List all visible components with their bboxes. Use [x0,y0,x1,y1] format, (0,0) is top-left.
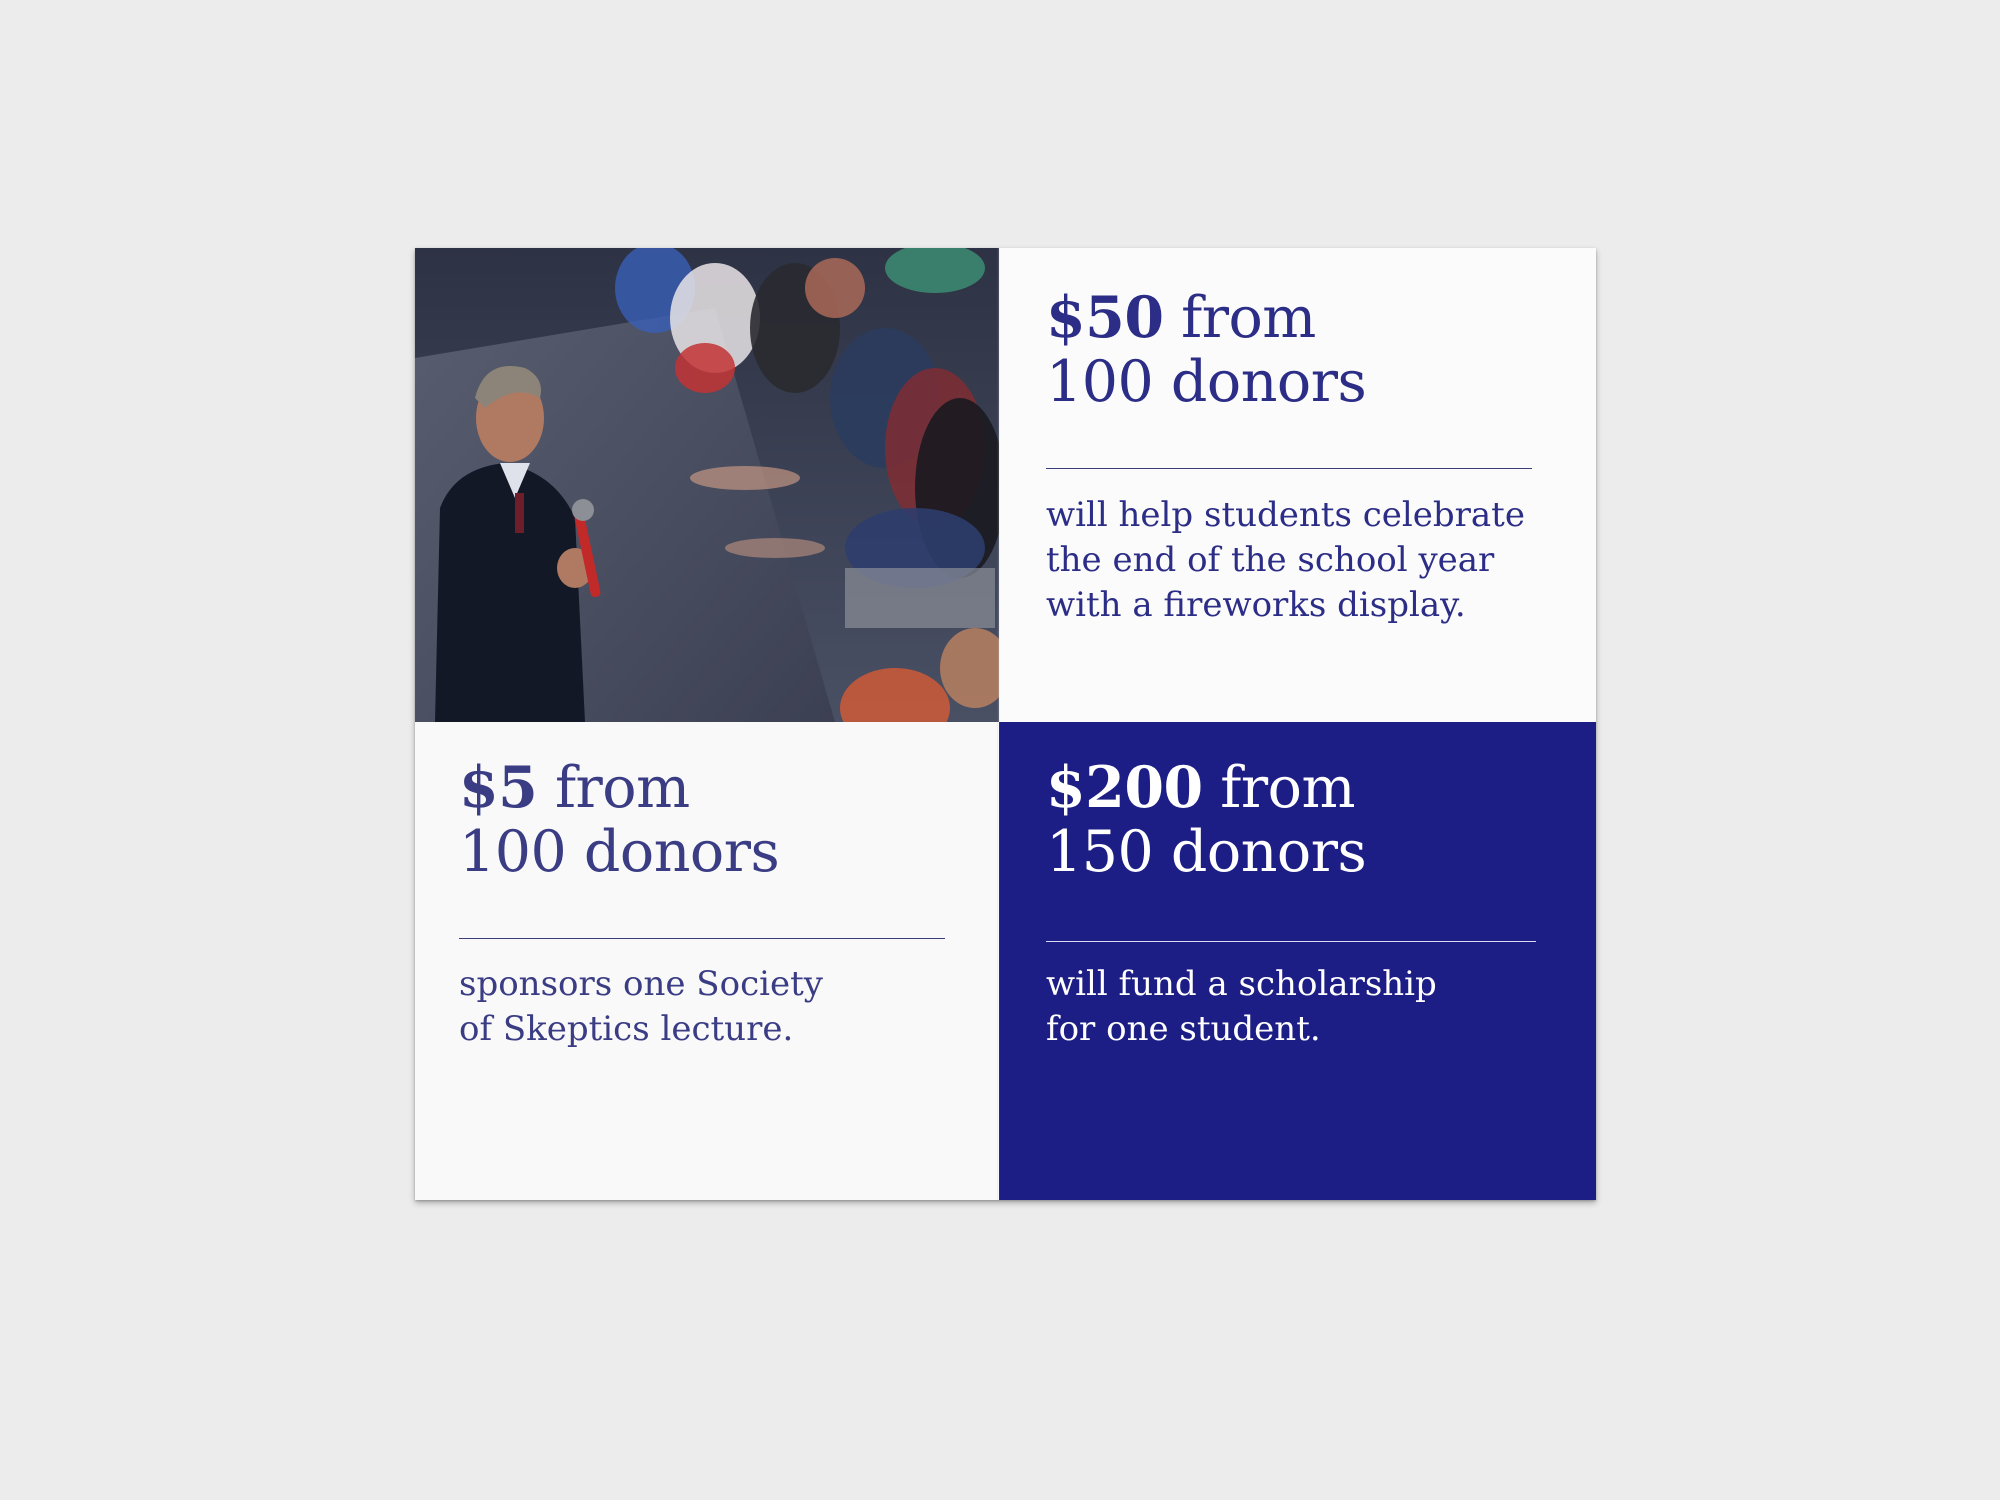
description-5-line: sponsors one Society [459,964,823,1004]
donation-panel-5 [415,722,999,1200]
description-50-line: the end of the school year [1046,540,1495,580]
description-50-line: will help students celebrate [1046,495,1525,535]
description-50-line: with a fireworks display. [1046,585,1466,625]
from-5: from [554,755,690,821]
from-200: from [1220,755,1355,821]
description-200-line: will fund a scholarship [1046,964,1437,1004]
headline-50 [1046,286,1366,414]
amount-50: $50 [1046,284,1164,351]
divider-5 [459,938,945,939]
amount-5: $5 [459,754,538,821]
donors-50: 100 donors [1046,349,1367,415]
description-50 [1046,493,1525,628]
donation-panel-200 [999,722,1596,1200]
divider-200 [1046,941,1536,942]
donors-200: 150 donors [1046,819,1367,885]
lecture-photo [415,248,999,722]
brochure [415,248,1596,1200]
amount-200: $200 [1046,754,1203,821]
donation-panel-50 [999,248,1596,722]
description-200-line: for one student. [1046,1009,1321,1049]
divider-50 [1046,468,1532,469]
lecture-photo-icon [415,248,999,722]
description-200 [1046,962,1437,1052]
from-50: from [1181,285,1316,351]
headline-200 [1046,756,1366,884]
description-5 [459,962,823,1052]
headline-5 [459,756,779,884]
donors-5: 100 donors [459,819,780,885]
description-5-line: of Skeptics lecture. [459,1009,794,1049]
